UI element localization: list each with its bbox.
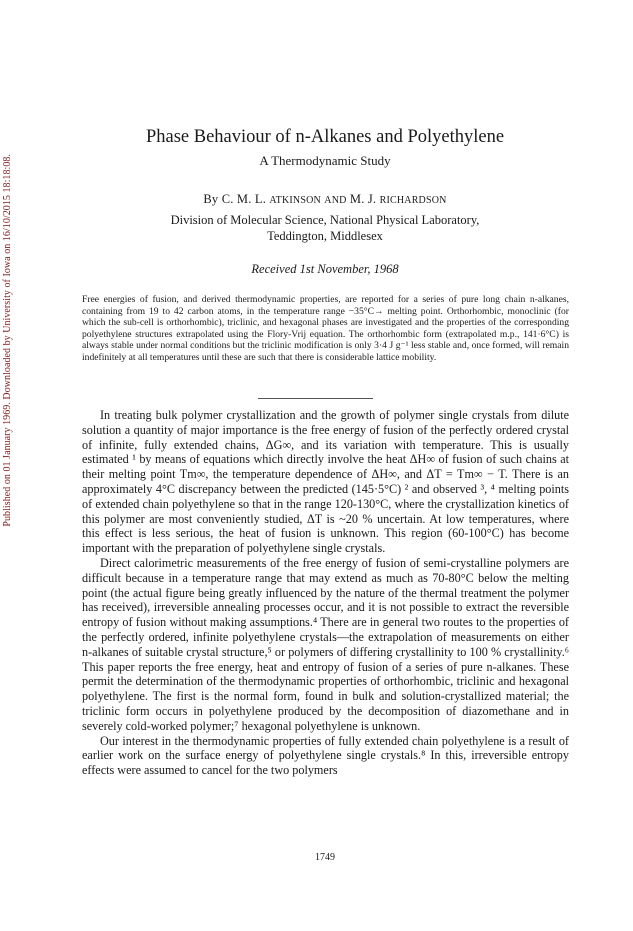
author1-initials: C. M. L. <box>221 192 267 206</box>
author2-initials: M. J. <box>349 192 377 206</box>
affiliation-line-1: Division of Molecular Science, National Physical Laboratory, <box>170 213 480 227</box>
received-date: 1st November, 1968 <box>299 262 399 276</box>
authors-by: By <box>203 192 219 206</box>
body-paragraph-1: In treating bulk polymer crystallization and the growth of polymer single crystals from dilute solution a quantity of major importance is the free energy of fusion of the perfectly ordered crystal of infinite, fully extended chains, ΔG∞, and its variation with temperature. This is usually estimated ¹ by means of equations which directly involve the heat ΔH∞ of fusion of such chains at their melting point Tm∞, the temperature dependence of ΔH∞, and ΔT = Tm∞ − T. There is an approximately 4°C discrepancy between the predicted (145·5°C) ² and observed ³, ⁴ melting points of extended chain polyethylene so that in the range 120-130°C, where the crystallization kinetics of this polymer are most conveniently studied, ΔT is ~20 % uncertain. At low temperatures, where this effect is less serious, the heat of fusion is unknown. This region (60-100°C) has become important with the preparation of polyethylene single crystals. <box>82 408 569 556</box>
affiliation <box>60 212 590 244</box>
author2-surname: RICHARDSON <box>379 195 447 206</box>
author-line <box>60 192 590 207</box>
body-paragraph-3: Our interest in the thermodynamic properties of fully extended chain polyethylene is a result of earlier work on the surface energy of polyethylene single crystals.⁸ In this, irreversible entropy effects were assumed to cancel for the two polymers <box>82 733 569 778</box>
article-title: Phase Behaviour of n-Alkanes and Polyethylene <box>145 127 505 147</box>
received-label: Received <box>251 262 297 276</box>
download-watermark-text: Published on 01 January 1969. Downloaded by University of Iowa on 16/10/2015 18:18:08. <box>1 153 13 527</box>
received-date-line <box>60 262 590 277</box>
body-paragraph-2: Direct calorimetric measurements of the free energy of fusion of semi-crystalline polymers are difficult because in a temperature range that may extend as much as 70-80°C below the melting point (the actual figure being greatly influenced by the nature of the thermal treatment the polymer has received), irreversible annealing processes occur, and it is not possible to extract the reversible entropy of fusion without making assumptions.⁴ There are in general two routes to the properties of the perfectly ordered, infinite polyethylene crystals—the extrapolation of measurements on either n-alkanes of suitable crystal structure,⁵ or polymers of differing crystallinity to 100 % crystallinity.⁶ This paper reports the free energy, heat and entropy of fusion of a series of pure n-alkanes. These permit the determination of the thermodynamic properties of orthorhombic, triclinic and hexagonal polyethylene. The first is the normal form, found in bulk and solution-crystallized material; the triclinic form occurs in polyethylene produced by the decomposition of diazomethane and in severely cold-worked polymer;⁷ hexagonal polyethylene is unknown. <box>82 555 569 733</box>
article-body <box>82 408 569 778</box>
affiliation-line-2: Teddington, Middlesex <box>267 229 383 243</box>
section-divider <box>258 398 373 399</box>
authors-and: AND <box>324 195 347 206</box>
article-subtitle: A Thermodynamic Study <box>259 153 391 168</box>
page-number: 1749 <box>315 852 335 863</box>
abstract: Free energies of fusion, and derived thermodynamic properties, are reported for a series of pure long chain n-alkanes, containing from 19 to 42 carbon atoms, in the temperature range −35°C→ melting point. Orthorhombic, monoclinic (for which the sub-cell is orthorhombic), triclinic, and hexagonal phases are investigated and the properties of the corresponding polyethylene structures extrapolated using the Flory-Vrij equation. The orthorhombic form (extrapolated m.p., 141·6°C) is always stable under normal conditions but the triclinic modification is only 3·4 J g⁻¹ less stable and, once formed, will remain indefinitely at all temperatures until these are such that there is considerable lattice mobility. <box>82 294 569 363</box>
download-watermark <box>0 60 14 620</box>
author1-surname: ATKINSON <box>269 195 321 206</box>
